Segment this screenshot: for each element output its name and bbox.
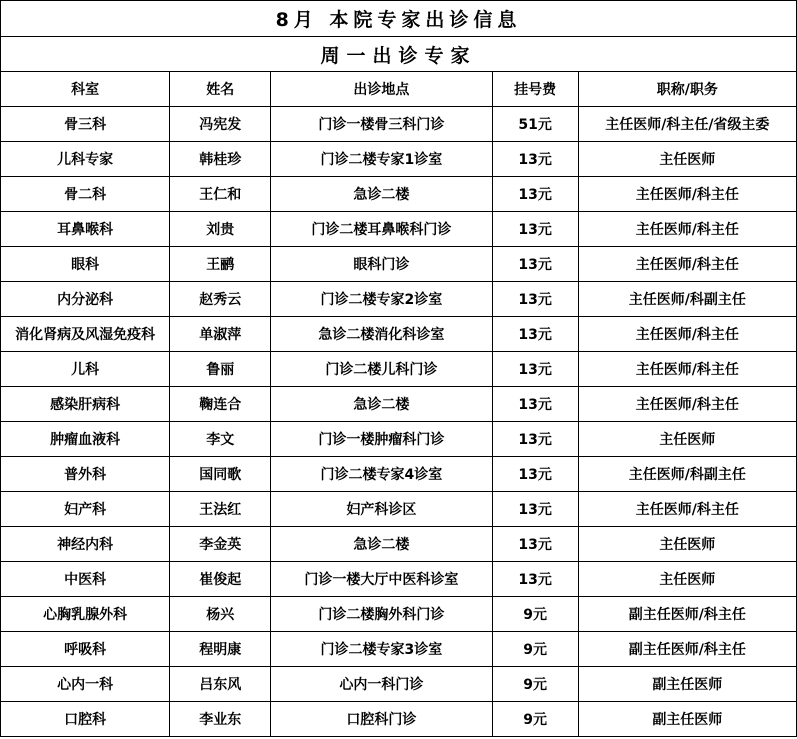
cell-title: 主任医师/科主任/省级主委 (578, 107, 796, 142)
cell-title: 副主任医师/科主任 (578, 632, 796, 667)
cell-dept: 呼吸科 (1, 632, 170, 667)
cell-dept: 骨二科 (1, 177, 170, 212)
cell-title: 副主任医师/科主任 (578, 597, 796, 632)
cell-title: 主任医师 (578, 142, 796, 177)
cell-dept: 骨三科 (1, 107, 170, 142)
page-subtitle: 周一出诊专家 (1, 37, 797, 72)
column-header-dept: 科室 (1, 72, 170, 107)
cell-fee: 13元 (492, 317, 578, 352)
cell-location: 门诊一楼肿瘤科门诊 (271, 422, 492, 457)
column-header-fee: 挂号费 (492, 72, 578, 107)
cell-dept: 耳鼻喉科 (1, 212, 170, 247)
cell-fee: 13元 (492, 212, 578, 247)
cell-fee: 13元 (492, 387, 578, 422)
table-row (1, 282, 797, 317)
table-row (1, 562, 797, 597)
cell-location: 门诊二楼胸外科门诊 (271, 597, 492, 632)
cell-name: 单淑萍 (170, 317, 271, 352)
subtitle-row (1, 37, 797, 72)
cell-fee: 51元 (492, 107, 578, 142)
cell-dept: 儿科专家 (1, 142, 170, 177)
column-header-location: 出诊地点 (271, 72, 492, 107)
cell-title: 主任医师/科副主任 (578, 457, 796, 492)
table-row (1, 457, 797, 492)
table-row (1, 632, 797, 667)
cell-title: 主任医师 (578, 527, 796, 562)
cell-dept: 中医科 (1, 562, 170, 597)
table-row (1, 247, 797, 282)
cell-location: 门诊二楼专家3诊室 (271, 632, 492, 667)
cell-location: 急诊二楼 (271, 527, 492, 562)
column-header-name: 姓名 (170, 72, 271, 107)
cell-fee: 9元 (492, 702, 578, 737)
column-header-title: 职称/职务 (578, 72, 796, 107)
cell-title: 副主任医师 (578, 702, 796, 737)
cell-name: 刘贵 (170, 212, 271, 247)
cell-location: 门诊一楼大厅中医科诊室 (271, 562, 492, 597)
cell-fee: 13元 (492, 282, 578, 317)
table-row (1, 107, 797, 142)
cell-dept: 感染肝病科 (1, 387, 170, 422)
cell-fee: 13元 (492, 527, 578, 562)
cell-fee: 9元 (492, 667, 578, 702)
table-row (1, 212, 797, 247)
cell-title: 主任医师 (578, 422, 796, 457)
title-row (1, 1, 797, 37)
cell-location: 急诊二楼 (271, 387, 492, 422)
cell-location: 急诊二楼消化科诊室 (271, 317, 492, 352)
cell-location: 门诊二楼专家4诊室 (271, 457, 492, 492)
cell-location: 口腔科门诊 (271, 702, 492, 737)
table-row (1, 142, 797, 177)
table-row (1, 492, 797, 527)
cell-name: 崔俊起 (170, 562, 271, 597)
cell-location: 门诊二楼耳鼻喉科门诊 (271, 212, 492, 247)
cell-location: 门诊一楼骨三科门诊 (271, 107, 492, 142)
cell-dept: 眼科 (1, 247, 170, 282)
table-body (1, 1, 797, 737)
cell-dept: 神经内科 (1, 527, 170, 562)
table-row (1, 527, 797, 562)
cell-dept: 内分泌科 (1, 282, 170, 317)
cell-title: 主任医师/科主任 (578, 177, 796, 212)
cell-name: 程明康 (170, 632, 271, 667)
cell-dept: 肿瘤血液科 (1, 422, 170, 457)
cell-fee: 13元 (492, 492, 578, 527)
cell-fee: 13元 (492, 352, 578, 387)
table-row (1, 387, 797, 422)
cell-fee: 13元 (492, 177, 578, 212)
cell-title: 主任医师/科副主任 (578, 282, 796, 317)
cell-name: 赵秀云 (170, 282, 271, 317)
cell-fee: 13元 (492, 422, 578, 457)
column-header-row (1, 72, 797, 107)
cell-location: 门诊二楼专家1诊室 (271, 142, 492, 177)
cell-location: 眼科门诊 (271, 247, 492, 282)
cell-fee: 9元 (492, 597, 578, 632)
cell-dept: 儿科 (1, 352, 170, 387)
table-row (1, 702, 797, 737)
cell-name: 国同歌 (170, 457, 271, 492)
cell-title: 主任医师/科主任 (578, 317, 796, 352)
cell-name: 鲁丽 (170, 352, 271, 387)
cell-dept: 口腔科 (1, 702, 170, 737)
cell-fee: 13元 (492, 562, 578, 597)
cell-title: 主任医师/科主任 (578, 212, 796, 247)
cell-location: 急诊二楼 (271, 177, 492, 212)
cell-location: 门诊二楼儿科门诊 (271, 352, 492, 387)
cell-title: 主任医师/科主任 (578, 352, 796, 387)
cell-fee: 13元 (492, 142, 578, 177)
cell-fee: 13元 (492, 247, 578, 282)
table-row (1, 597, 797, 632)
cell-title: 主任医师/科主任 (578, 387, 796, 422)
cell-name: 王鹂 (170, 247, 271, 282)
cell-location: 心内一科门诊 (271, 667, 492, 702)
cell-name: 韩桂珍 (170, 142, 271, 177)
table-row (1, 667, 797, 702)
cell-dept: 普外科 (1, 457, 170, 492)
cell-dept: 心胸乳腺外科 (1, 597, 170, 632)
table-row (1, 352, 797, 387)
cell-name: 吕东风 (170, 667, 271, 702)
cell-title: 主任医师/科主任 (578, 247, 796, 282)
cell-name: 李文 (170, 422, 271, 457)
cell-location: 门诊二楼专家2诊室 (271, 282, 492, 317)
cell-name: 李金英 (170, 527, 271, 562)
table-row (1, 422, 797, 457)
cell-name: 李业东 (170, 702, 271, 737)
table-row (1, 317, 797, 352)
cell-name: 王法红 (170, 492, 271, 527)
cell-dept: 妇产科 (1, 492, 170, 527)
cell-name: 鞠连合 (170, 387, 271, 422)
cell-name: 冯宪发 (170, 107, 271, 142)
cell-dept: 心内一科 (1, 667, 170, 702)
cell-title: 主任医师/科主任 (578, 492, 796, 527)
table-row (1, 177, 797, 212)
cell-fee: 9元 (492, 632, 578, 667)
cell-title: 副主任医师 (578, 667, 796, 702)
cell-title: 主任医师 (578, 562, 796, 597)
cell-fee: 13元 (492, 457, 578, 492)
page-title: 8月 本院专家出诊信息 (1, 1, 797, 37)
cell-dept: 消化肾病及风湿免疫科 (1, 317, 170, 352)
cell-name: 王仁和 (170, 177, 271, 212)
cell-name: 杨兴 (170, 597, 271, 632)
cell-location: 妇产科诊区 (271, 492, 492, 527)
